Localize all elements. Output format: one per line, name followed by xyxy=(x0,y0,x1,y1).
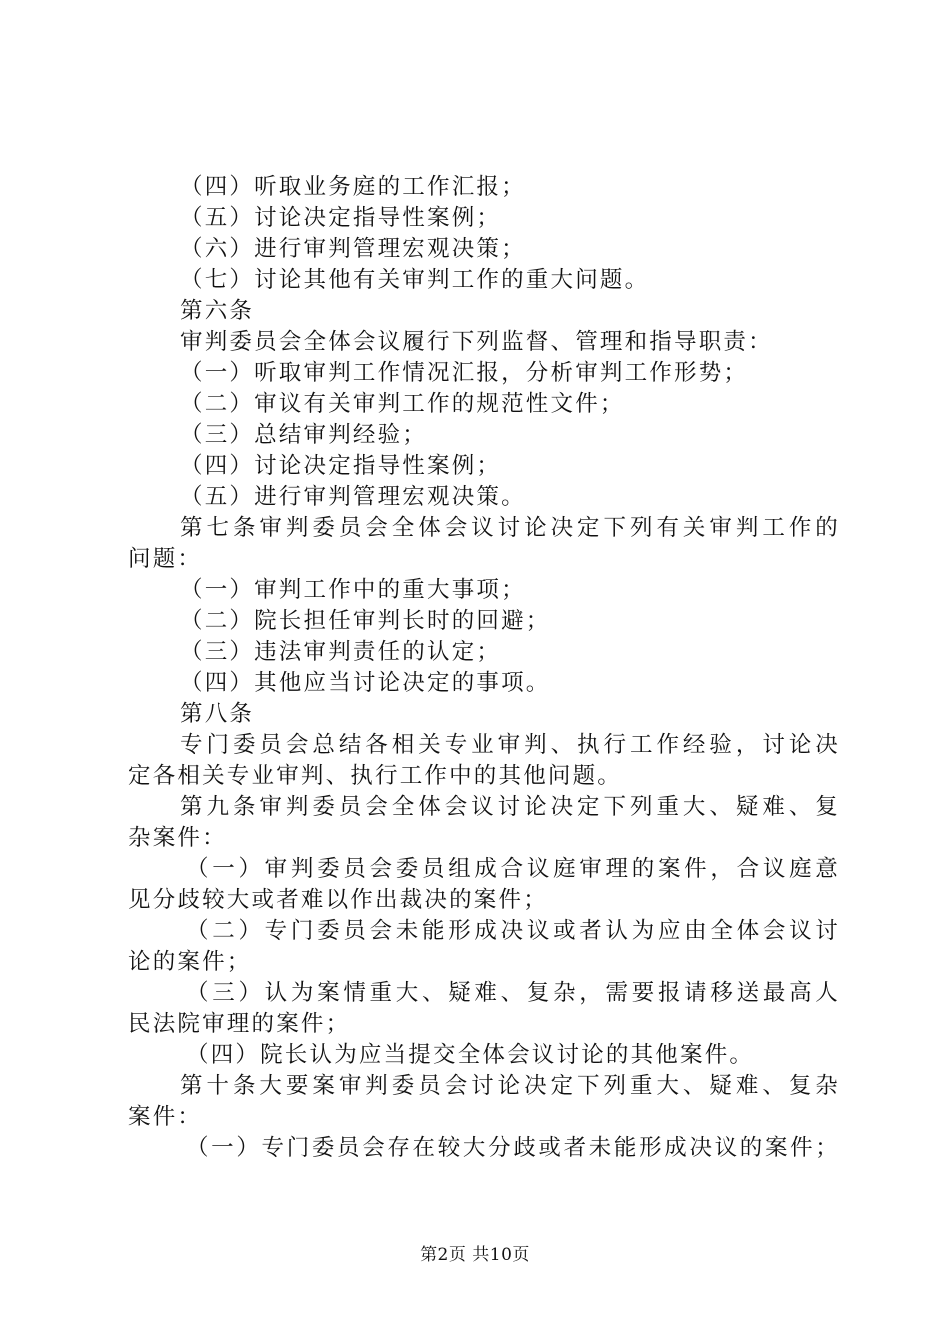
text-line: 定各相关专业审判、执行工作中的其他问题。 xyxy=(128,763,623,789)
article-heading: 第六条 xyxy=(180,298,255,324)
text-line: 第七条审判委员会全体会议讨论决定下列有关审判工作的 xyxy=(180,515,840,541)
text-line: （四）院长认为应当提交全体会议讨论的其他案件。 xyxy=(186,1042,755,1068)
document-body xyxy=(128,172,840,1164)
text-line: （一）专门委员会存在较大分歧或者未能形成决议的案件； xyxy=(186,1135,840,1161)
text-line: （三）违法审判责任的认定； xyxy=(180,639,502,665)
text-line: （三）总结审判经验； xyxy=(180,422,428,448)
text-line: 问题： xyxy=(128,546,203,572)
article-heading: 第八条 xyxy=(180,701,255,727)
text-line: 见分歧较大或者难以作出裁决的案件； xyxy=(128,887,548,913)
text-line: 审判委员会全体会议履行下列监督、管理和指导职责： xyxy=(180,329,773,355)
text-line: 第九条审判委员会全体会议讨论决定下列重大、疑难、复 xyxy=(180,794,840,820)
text-line: （二）院长担任审判长时的回避； xyxy=(180,608,551,634)
text-line: 民法院审理的案件； xyxy=(128,1011,351,1037)
text-line: （一）听取审判工作情况汇报，分析审判工作形势； xyxy=(180,360,749,386)
text-line: 专门委员会总结各相关专业审判、执行工作经验，讨论决 xyxy=(180,732,840,758)
text-line: （五）进行审判管理宏观决策。 xyxy=(180,484,526,510)
text-line: （七）讨论其他有关审判工作的重大问题。 xyxy=(180,267,650,293)
text-line: （二）审议有关审判工作的规范性文件； xyxy=(180,391,625,417)
text-line: （二）专门委员会未能形成决议或者认为应由全体会议讨 xyxy=(186,918,840,944)
text-line: （四）听取业务庭的工作汇报； xyxy=(180,174,526,200)
text-line: （六）进行审判管理宏观决策； xyxy=(180,236,526,262)
text-line: （三）认为案情重大、疑难、复杂，需要报请移送最高人 xyxy=(186,980,840,1006)
page-number-footer: 第2页 共10页 xyxy=(420,1245,530,1265)
text-line: （四）讨论决定指导性案例； xyxy=(180,453,502,479)
text-line: 第十条大要案审判委员会讨论决定下列重大、疑难、复杂 xyxy=(180,1073,840,1099)
text-line: （一）审判工作中的重大事项； xyxy=(180,577,526,603)
text-line: （五）讨论决定指导性案例； xyxy=(180,205,502,231)
text-line: （一）审判委员会委员组成合议庭审理的案件，合议庭意 xyxy=(186,856,840,882)
text-line: 论的案件； xyxy=(128,949,252,975)
text-line: （四）其他应当讨论决定的事项。 xyxy=(180,670,551,696)
text-line: 案件： xyxy=(128,1104,203,1130)
text-line: 杂案件： xyxy=(128,825,227,851)
